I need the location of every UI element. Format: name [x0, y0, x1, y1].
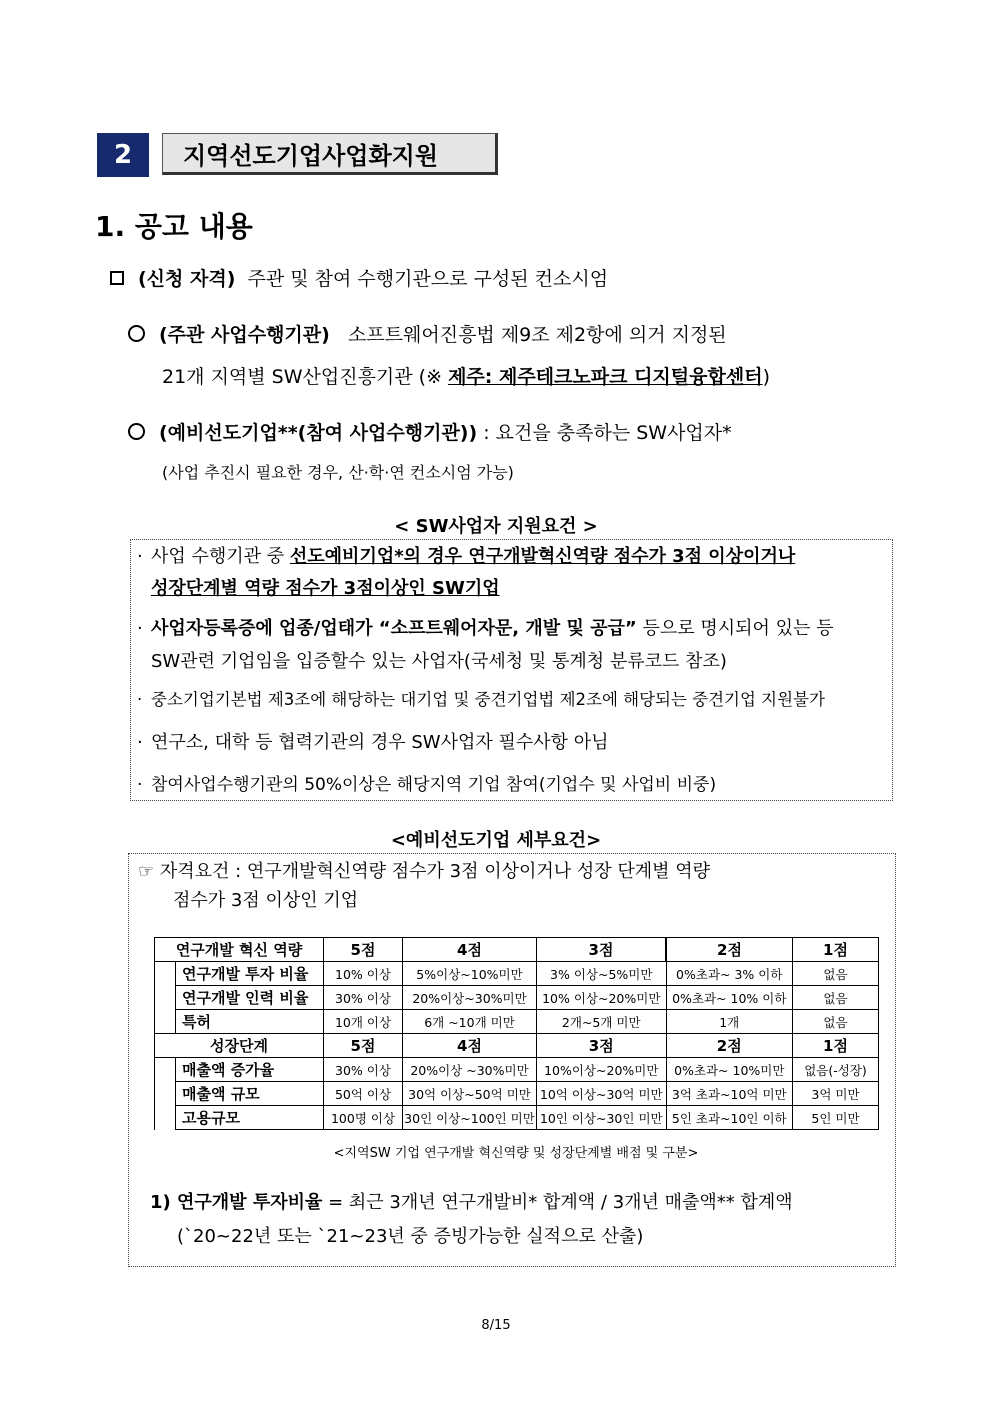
table-cell: 50억 이상	[324, 1082, 403, 1106]
table-cell: 20%이상 ~30%미만	[403, 1058, 537, 1082]
table-cell: 20%이상~30%미만	[403, 986, 537, 1010]
table-cell: 5%이상~10%미만	[403, 962, 537, 986]
table-row-label: 고용규모	[176, 1106, 324, 1130]
table-cell: 10개 이상	[324, 1010, 403, 1034]
eligibility-text: 주관 및 참여 수행기관으로 구성된 컨소시엄	[247, 268, 609, 290]
sw-item-1-bold2: 성장단계별 역량 점수가 3점이상인 SW기업	[151, 578, 500, 599]
pre-leading-text: : 요건을 충족하는 SW사업자*	[477, 422, 732, 444]
table-header-cell: 4점	[403, 938, 537, 962]
table-row-label: 연구개발 인력 비율	[176, 986, 324, 1010]
section-number: 2	[97, 133, 149, 177]
sw-item-2-line2: SW관련 기업임을 입증할수 있는 사업자(국세청 및 통계청 분류코드 참조)	[151, 651, 727, 672]
sw-item-4: · 연구소, 대학 등 협력기관의 경우 SW사업자 필수사항 아님	[137, 732, 609, 753]
table-cell: 30인 이상~100인 미만	[403, 1106, 537, 1130]
lead-org-highlight: 제주: 제주테크노파크 디지털융합센터	[448, 366, 763, 388]
lead-org-line2	[162, 362, 770, 389]
sw-item-1-line2	[151, 574, 500, 600]
table-header-cell: 5점	[324, 1034, 403, 1058]
table-cell: 30% 이상	[324, 1058, 403, 1082]
table-cell: 2개~5개 미만	[537, 1010, 667, 1034]
table-cell: 없음	[793, 1010, 879, 1034]
table-cell: 1개	[666, 1010, 793, 1034]
table-header-cell: 4점	[403, 1034, 537, 1058]
table-header-row	[155, 938, 879, 962]
table-row-label: 매출액 규모	[176, 1082, 324, 1106]
table-cell: 100명 이상	[324, 1106, 403, 1130]
checkbox-square-icon	[110, 271, 124, 285]
circle-bullet-icon	[128, 423, 145, 440]
sw-item-2-text: 등으로 명시되어 있는 등	[636, 618, 834, 639]
page-heading: 1. 공고 내용	[95, 210, 253, 243]
table-header-cell: 1점	[793, 1034, 879, 1058]
table-cell: 30% 이상	[324, 986, 403, 1010]
table-cell: 3억 미만	[793, 1082, 879, 1106]
eligibility-label: (신청 자격)	[138, 268, 236, 290]
page-number: 8/15	[481, 1318, 511, 1333]
table-header-cell: 1점	[793, 938, 879, 962]
pointing-hand-icon: ☞	[138, 861, 155, 882]
pre-req-line2: 점수가 3점 이상인 기업	[173, 890, 359, 911]
sw-item-3: · 중소기업기본법 제3조에 해당하는 대기업 및 중견기업법 제2조에 해당되는 중견기업 지원불가	[137, 690, 825, 709]
table-cell: 5인 미만	[793, 1106, 879, 1130]
table-cell: 없음	[793, 962, 879, 986]
sw-item-2: · 사업자등록증에 업종/업태가 “소프트웨어자문, 개발 및 공급” 등으로 명시되어 있는 등	[137, 618, 834, 639]
table-header-cell: 3점	[537, 1034, 667, 1058]
table-cell: 5인 초과~10인 이하	[666, 1106, 793, 1130]
table-header-cell: 2점	[666, 938, 793, 962]
table-header-cell: 성장단계	[155, 1034, 324, 1058]
table-header-cell: 연구개발 혁신 역량	[155, 938, 324, 962]
table-row	[155, 962, 879, 986]
table-cell: 0%초과~ 10%미만	[666, 1058, 793, 1082]
table-row-label: 특허	[176, 1010, 324, 1034]
table-row-label: 연구개발 투자 비율	[176, 962, 324, 986]
lead-org-text: 소프트웨어진흥법 제9조 제2항에 의거 지정된	[347, 324, 727, 346]
sw-item-4-text: 연구소, 대학 등 협력기관의 경우 SW사업자 필수사항 아님	[151, 732, 609, 753]
sw-box-title: < SW사업자 지원요건 >	[394, 516, 598, 537]
table-row	[155, 1106, 879, 1130]
pre-box-title: <예비선도기업 세부요건>	[390, 830, 602, 851]
sw-item-3-text: 중소기업기본법 제3조에 해당하는 대기업 및 중견기업법 제2조에 해당되는 중견기업 지원불가	[151, 690, 825, 709]
lead-org-label: (주관 사업수행기관)	[159, 324, 330, 346]
table-cell: 10%이상~20%미만	[537, 1058, 667, 1082]
table-row-label: 매출액 증가율	[176, 1058, 324, 1082]
lead-org-line	[128, 320, 727, 347]
definition-line	[150, 1188, 793, 1214]
table-cell: 30억 이상~50억 미만	[403, 1082, 537, 1106]
sw-item-5-text: 참여사업수행기관의 50%이상은 해당지역 기업 참여(기업수 및 사업비 비중)	[151, 775, 717, 795]
table-cell: 10% 이상~20%미만	[537, 986, 667, 1010]
table-header-row	[155, 1034, 879, 1058]
table-cell: 3억 초과~10억 미만	[666, 1082, 793, 1106]
table-header-cell: 3점	[537, 938, 667, 962]
pre-leading-line	[128, 418, 732, 445]
table-cell: 10억 이상~30억 미만	[537, 1082, 667, 1106]
definition-label: 1) 연구개발 투자비율	[150, 1192, 323, 1213]
sw-item-5: · 참여사업수행기관의 50%이상은 해당지역 기업 참여(기업수 및 사업비 비중)	[137, 775, 717, 795]
section-title: 지역선도기업사업화지원	[162, 133, 498, 175]
score-table	[154, 937, 879, 1130]
table-row	[155, 1010, 879, 1034]
pre-leading-label: (예비선도기업**(참여 사업수행기관))	[159, 422, 478, 444]
table-header-cell: 5점	[324, 938, 403, 962]
lead-org-text2: 21개 지역별 SW산업진흥기관 (※	[162, 366, 449, 388]
pre-leading-note: (사업 추진시 필요한 경우, 산·학·연 컨소시엄 가능)	[162, 463, 514, 482]
sw-item-1: · 사업 수행기관 중 선도예비기업*의 경우 연구개발혁신역량 점수가 3점 이상이거나	[137, 546, 796, 567]
table-cell: 6개 ~10개 미만	[403, 1010, 537, 1034]
pre-req-text: 자격요건 : 연구개발혁신역량 점수가 3점 이상이거나 성장 단계별 역량	[159, 861, 711, 882]
table-cell: 0%초과~ 10% 이하	[666, 986, 793, 1010]
table-cell: 0%초과~ 3% 이하	[666, 962, 793, 986]
table-row	[155, 1058, 879, 1082]
table-cell: 10% 이상	[324, 962, 403, 986]
table-cell: 없음(-성장)	[793, 1058, 879, 1082]
circle-bullet-icon	[128, 325, 145, 342]
sw-item-1-bold: 선도예비기업*의 경우 연구개발혁신역량 점수가 3점 이상이거나	[289, 546, 796, 567]
eligibility-line	[110, 264, 608, 291]
definition-text: = 최근 3개년 연구개발비* 합계액 / 3개년 매출액** 합계액	[322, 1192, 793, 1213]
table-row	[155, 1082, 879, 1106]
table-caption: <지역SW 기업 연구개발 혁신역량 및 성장단계별 배점 및 구분>	[333, 1146, 699, 1161]
definition-line2: (`20~22년 또는 `21~23년 중 증빙가능한 실적으로 산출)	[177, 1226, 644, 1247]
table-row	[155, 986, 879, 1010]
sw-item-1-text: 사업 수행기관 중	[151, 546, 290, 567]
table-header-cell: 2점	[666, 1034, 793, 1058]
table-cell: 3% 이상~5%미만	[537, 962, 667, 986]
sw-item-2-bold: 사업자등록증에 업종/업태가 “소프트웨어자문, 개발 및 공급”	[151, 618, 637, 639]
table-cell: 10인 이상~30인 미만	[537, 1106, 667, 1130]
pre-req-line	[138, 857, 710, 883]
table-cell: 없음	[793, 986, 879, 1010]
lead-org-close: )	[762, 366, 770, 388]
